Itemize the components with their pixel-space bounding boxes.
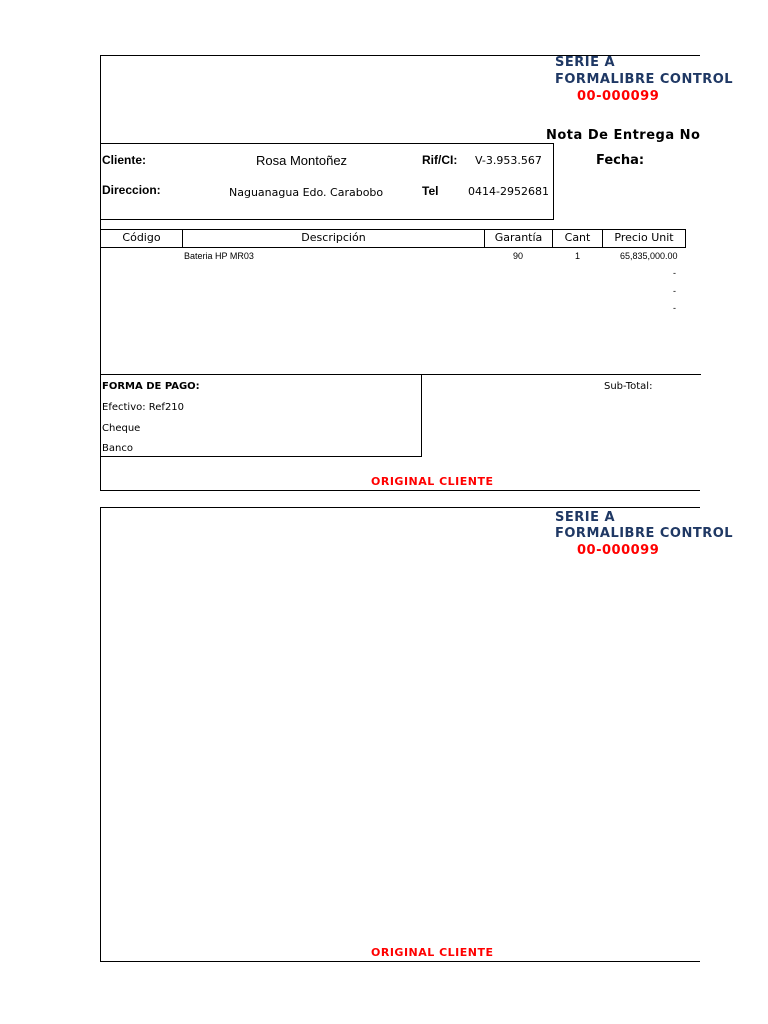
rif-value: V-3.953.567 xyxy=(475,154,542,167)
forma-pago-label: FORMA DE PAGO: xyxy=(102,381,200,392)
control-number: 00-000099 xyxy=(577,89,660,104)
rif-label: Rif/CI: xyxy=(422,153,458,167)
banco-label: Banco xyxy=(102,443,133,454)
serie-label-2: SERIE A xyxy=(555,510,616,525)
formalibre-label: FORMALIBRE CONTROL xyxy=(555,72,734,87)
direccion-label: Direccion: xyxy=(102,183,161,197)
row-1-descripcion: Bateria HP MR03 xyxy=(184,251,254,261)
header-precio-unit: Precio Unit xyxy=(602,229,686,248)
nota-entrega-label: Nota De Entrega No xyxy=(546,128,701,143)
cliente-value: Rosa Montoñez xyxy=(256,153,348,168)
efectivo-label: Efectivo: Ref210 xyxy=(102,402,185,413)
fecha-label: Fecha: xyxy=(596,153,645,168)
tel-label: Tel xyxy=(422,184,439,198)
invoice-copy-2 xyxy=(100,507,700,962)
header-descripcion: Descripción xyxy=(182,229,485,248)
direccion-value: Naguanagua Edo. Carabobo xyxy=(229,186,384,199)
row-1-precio: 65,835,000.00 xyxy=(620,251,678,261)
subtotal-label: Sub-Total: xyxy=(604,381,653,392)
control-number-2: 00-000099 xyxy=(577,543,660,558)
row-2-precio: - xyxy=(673,268,676,278)
formalibre-label-2: FORMALIBRE CONTROL xyxy=(555,526,734,541)
footer-original-cliente: ORIGINAL CLIENTE xyxy=(371,475,494,488)
footer-original-cliente-2: ORIGINAL CLIENTE xyxy=(371,946,494,959)
header-garantia: Garantía xyxy=(484,229,553,248)
row-1-garantia: 90 xyxy=(513,251,524,261)
cliente-label: Cliente: xyxy=(102,153,147,167)
header-cant: Cant xyxy=(552,229,603,248)
row-4-precio: - xyxy=(673,303,676,313)
header-codigo: Código xyxy=(100,229,183,248)
tel-value: 0414-2952681 xyxy=(468,185,549,198)
serie-label: SERIE A xyxy=(555,55,616,70)
row-1-cant: 1 xyxy=(575,251,581,261)
divider-line xyxy=(421,374,701,375)
row-3-precio: - xyxy=(673,286,676,296)
cheque-label: Cheque xyxy=(102,423,141,434)
